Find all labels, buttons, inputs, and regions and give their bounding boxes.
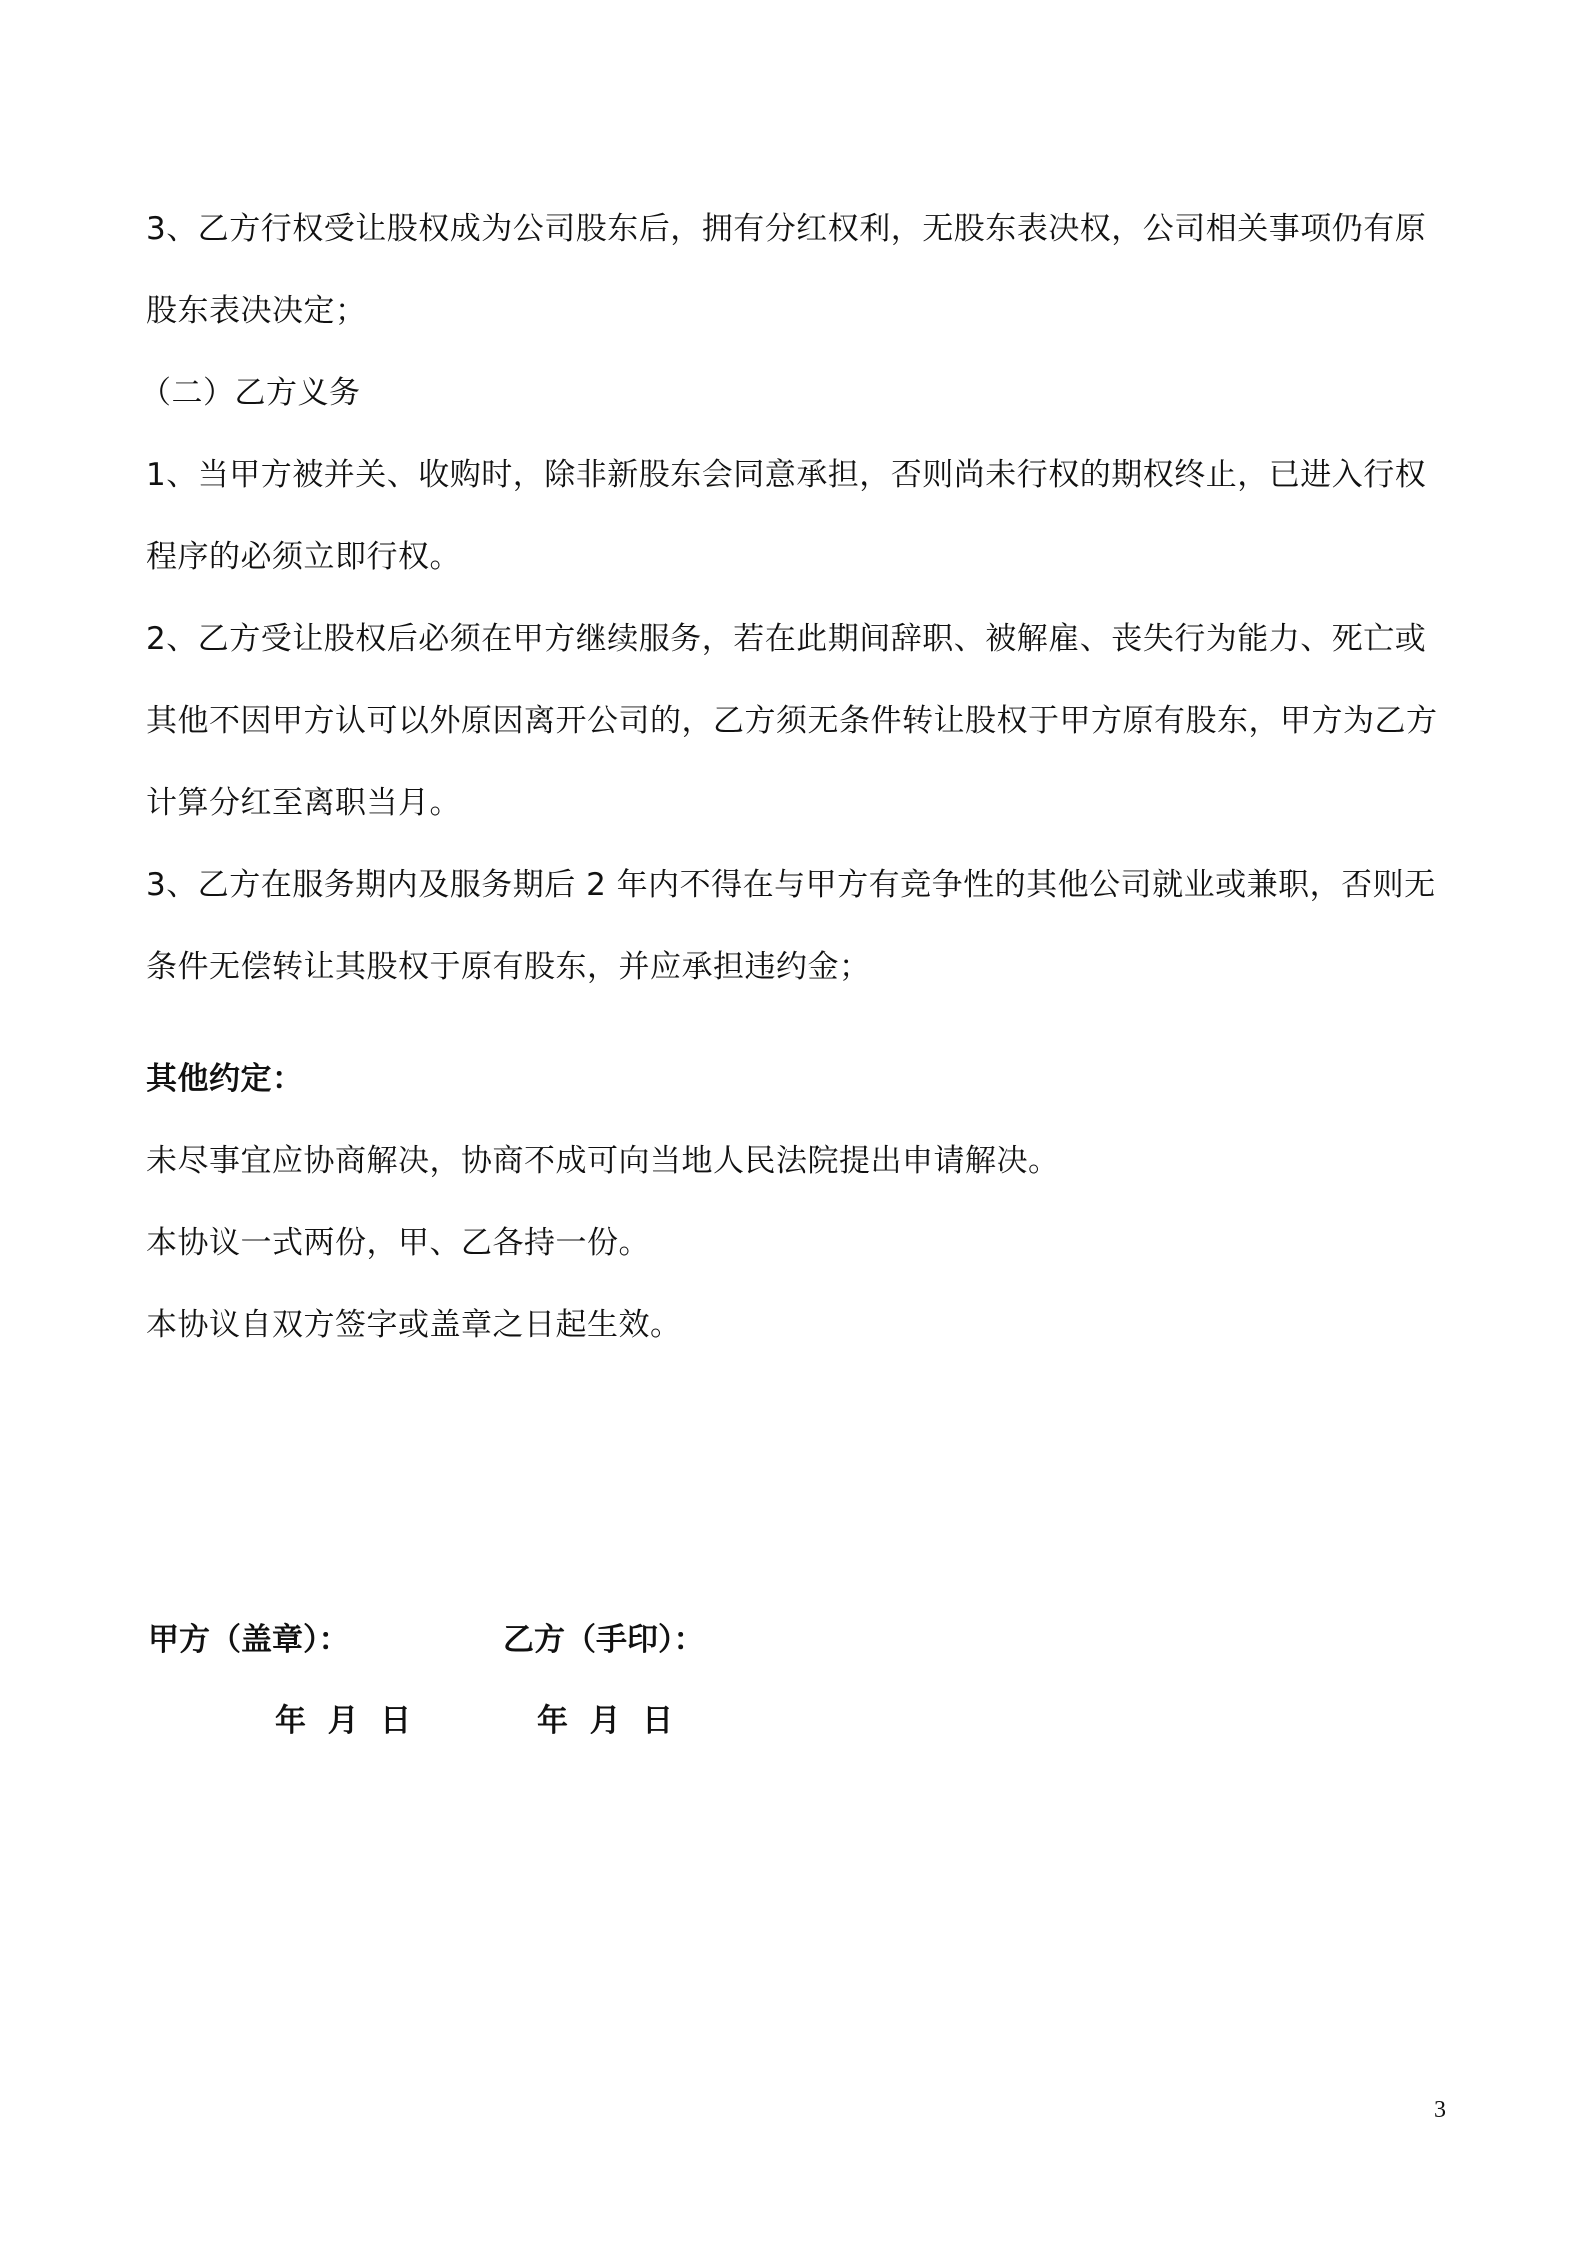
party-b-date: 年 月 日 <box>537 1703 674 1739</box>
b-item-2-line-3: 计算分红至离职当月。 <box>146 785 461 821</box>
b-item-1-line-2: 程序的必须立即行权。 <box>146 539 461 575</box>
b-item-1-line-1: 1、当甲方被并关、收购时，除非新股东会同意承担，否则尚未行权的期权终止，已进入行权 <box>146 457 1427 493</box>
b-item-3-line-2: 条件无偿转让其股权于原有股东，并应承担违约金； <box>146 949 871 985</box>
obligations-item-3-line-2: 股东表决决定； <box>146 293 367 329</box>
obligations-item-3-line-1: 3、乙方行权受让股权成为公司股东后，拥有分红权利，无股东表决权，公司相关事项仍有原 <box>146 211 1427 247</box>
section-b-heading: （二）乙方义务 <box>140 375 361 411</box>
other-agreements-line-3: 本协议自双方签字或盖章之日起生效。 <box>146 1307 682 1343</box>
b-item-3-line-1: 3、乙方在服务期内及服务期后 2 年内不得在与甲方有竞争性的其他公司就业或兼职，否则无 <box>146 867 1436 903</box>
party-a-date: 年 月 日 <box>275 1703 412 1739</box>
other-agreements-heading: 其他约定： <box>146 1061 304 1097</box>
party-a-seal-label: 甲方（盖章）： <box>148 1622 350 1658</box>
other-agreements-line-1: 未尽事宜应协商解决，协商不成可向当地人民法院提出申请解决。 <box>146 1143 1060 1179</box>
page-number: 3 <box>1434 2097 1446 2123</box>
party-b-fingerprint-label: 乙方（手印）： <box>503 1622 705 1658</box>
b-item-2-line-2: 其他不因甲方认可以外原因离开公司的，乙方须无条件转让股权于甲方原有股东，甲方为乙方 <box>146 703 1438 739</box>
other-agreements-line-2: 本协议一式两份，甲、乙各持一份。 <box>146 1225 650 1261</box>
b-item-2-line-1: 2、乙方受让股权后必须在甲方继续服务，若在此期间辞职、被解雇、丧失行为能力、死亡或 <box>146 621 1427 657</box>
